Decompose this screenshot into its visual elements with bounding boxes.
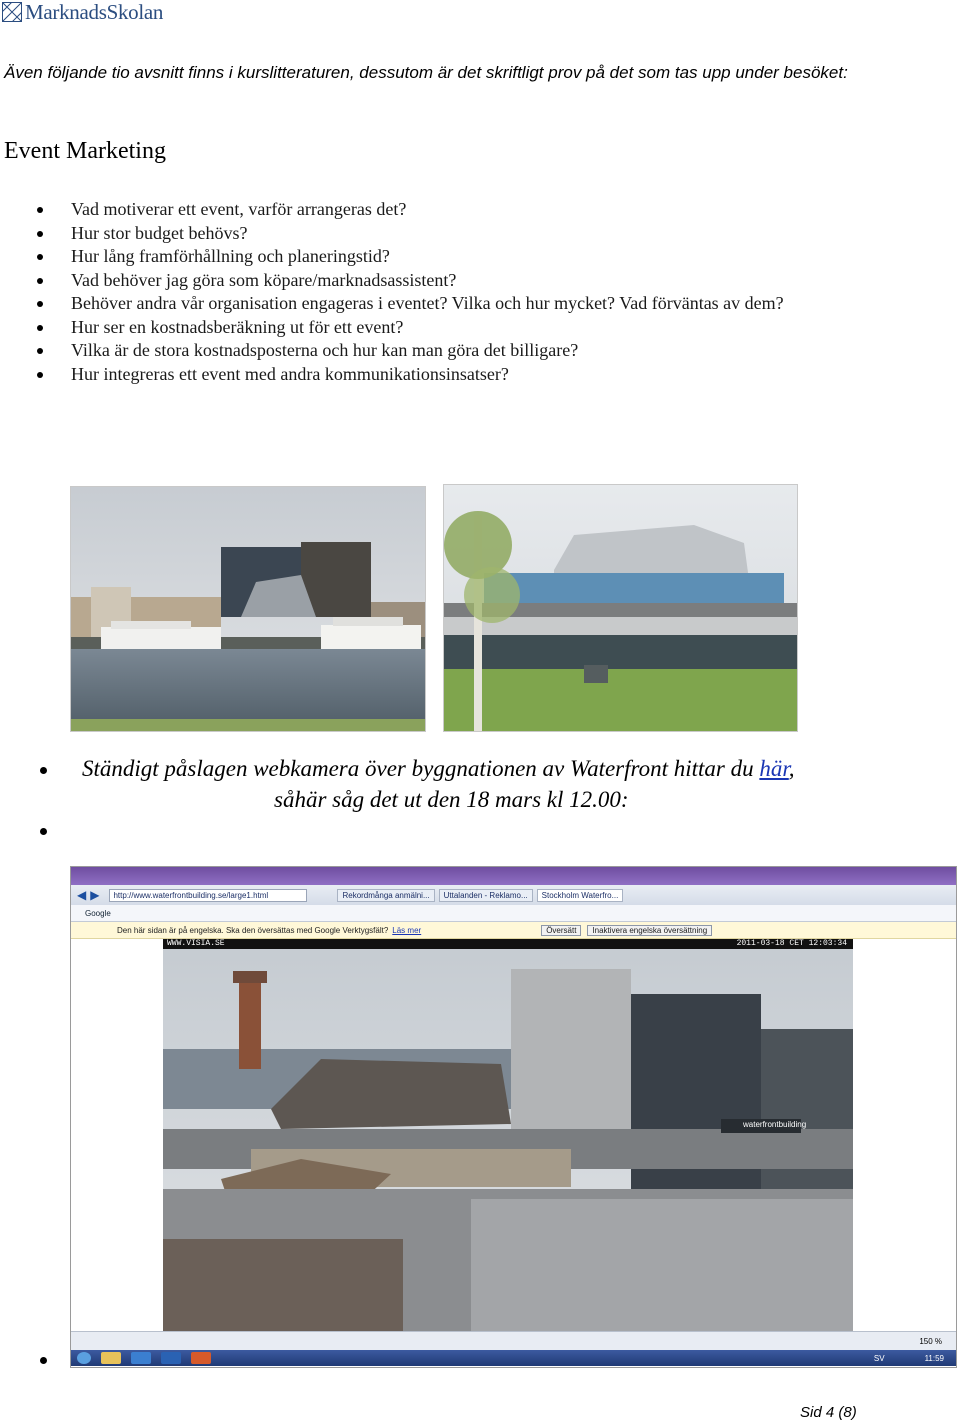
- list-item: Hur ser en kostnadsberäkning ut för ett event?: [37, 316, 857, 340]
- list-item: Vad motiverar ett event, varför arrangeras det?: [37, 198, 857, 222]
- start-icon[interactable]: [77, 1352, 91, 1364]
- waterfront-photo-1: [70, 486, 426, 732]
- bullet-dot: [40, 828, 47, 835]
- list-item: Hur lång framförhållning och planeringstid?: [37, 245, 857, 269]
- browser-tab-2[interactable]: Uttalanden - Reklamo...: [439, 889, 533, 902]
- bullet-dot: [40, 767, 47, 774]
- webcam-text-before: Ständigt påslagen webkamera över byggnationen av Waterfront hittar du: [82, 756, 760, 781]
- webcam-link[interactable]: här: [759, 756, 789, 781]
- webcam-text-after: ,: [788, 756, 795, 781]
- page-number: Sid 4 (8): [800, 1404, 857, 1421]
- logo-text: MarknadsSkolan: [25, 0, 164, 24]
- list-item: Behöver andra vår organisation engageras i eventet? Vilka och hur mycket? Vad förväntas av dem?: [37, 292, 857, 316]
- webcam-text-line2: såhär såg det ut den 18 mars kl 12.00:: [274, 787, 629, 812]
- taskbar: [71, 1350, 956, 1366]
- translate-bar: [71, 922, 956, 939]
- building-sign: waterfrontbuilding: [743, 1120, 807, 1129]
- browser-screenshot: [70, 866, 957, 1368]
- list-item: Hur stor budget behövs?: [37, 222, 857, 246]
- disable-translate-button[interactable]: Inaktivera engelska översättning: [587, 925, 712, 936]
- forward-icon[interactable]: ▶: [90, 888, 100, 902]
- back-icon[interactable]: ◀: [77, 888, 87, 902]
- logo-mark-icon: [2, 2, 22, 22]
- translate-link[interactable]: Läs mer: [392, 925, 422, 935]
- taskbar-app-icon[interactable]: [131, 1352, 151, 1364]
- section-title: Event Marketing: [4, 138, 166, 164]
- bullet-dot: [40, 1357, 47, 1364]
- browser-tab-3[interactable]: Stockholm Waterfro...: [537, 889, 624, 902]
- webcam-site-label: WWW.VISIA.SE: [167, 939, 225, 948]
- webcam-text: [82, 756, 795, 782]
- tray-language[interactable]: SV: [873, 1353, 885, 1363]
- logo: [2, 0, 163, 24]
- browser-status-bar: [71, 1331, 956, 1350]
- translate-button[interactable]: Översätt: [541, 925, 581, 936]
- browser-address-bar: [71, 885, 956, 905]
- search-label: Google: [85, 908, 111, 918]
- browser-title-bar: [71, 867, 956, 885]
- list-item: Vilka är de stora kostnadsposterna och hur kan man göra det billigare?: [37, 339, 857, 363]
- taskbar-app-icon[interactable]: [101, 1352, 121, 1364]
- webcam-timestamp: 2011-03-18 CET 12:03:34: [736, 939, 847, 948]
- favorites-bar: [71, 905, 956, 922]
- taskbar-app-icon[interactable]: [161, 1352, 181, 1364]
- webcam-view: [71, 939, 956, 1331]
- taskbar-app-icon[interactable]: [191, 1352, 211, 1364]
- translate-text: Den här sidan är på engelska. Ska den översättas med Google Verktygsfält?: [117, 925, 389, 935]
- list-item: Hur integreras ett event med andra kommunikationsinsatser?: [37, 363, 857, 387]
- question-list: [37, 198, 857, 386]
- webcam-overlay-bar: [163, 939, 853, 949]
- list-item: Vad behöver jag göra som köpare/marknadsassistent?: [37, 269, 857, 293]
- zoom-level[interactable]: 150 %: [919, 1336, 942, 1346]
- clock: 11:59: [924, 1353, 944, 1363]
- intro-text: Även följande tio avsnitt finns i kurslitteraturen, dessutom är det skriftligt prov på det som tas upp under besöket:: [4, 63, 848, 82]
- url-field[interactable]: http://www.waterfrontbuilding.se/large1.html: [109, 889, 307, 902]
- waterfront-photo-2: [443, 484, 798, 732]
- browser-tab-1[interactable]: Rekordmånga anmälni...: [337, 889, 434, 902]
